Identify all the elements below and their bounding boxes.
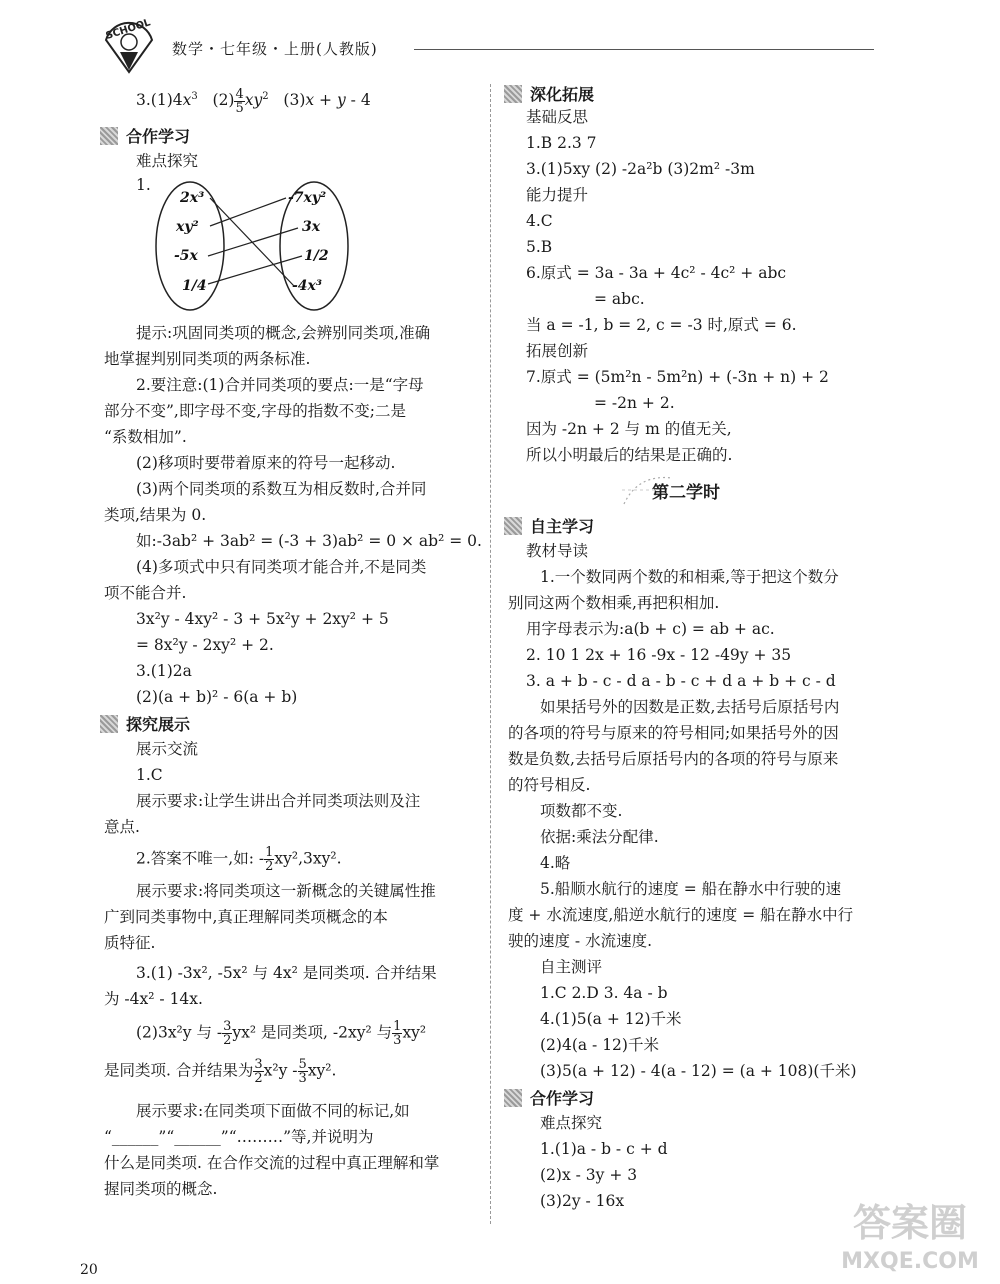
watermark-logo (830, 1192, 990, 1278)
right-item-2: 3x (302, 219, 321, 235)
s3-para-6: 依据:乘法分配律. (540, 828, 659, 846)
answer-r7-line-1: 7.原式 = (5m²n - 5m²n) + (-3n + n) + 2 (526, 368, 829, 386)
answer-r4: 4.C (526, 212, 553, 230)
answer-3-line-1: 3.(1) -3x², -5x² 与 4x² 是同类项. 合并结果 (136, 964, 437, 982)
subheading-nengli: 能力提升 (526, 186, 589, 204)
hint-line-1: 提示:巩固同类项的概念,会辨别同类项,准确 (136, 324, 431, 342)
s3-para-2: 的各项的符号与原来的符号相同;如果括号外的因 (508, 724, 839, 742)
point-2-line-7: (4)多项式中只有同类项才能合并,不是同类 (136, 558, 427, 576)
right-item-4: -4x³ (292, 278, 323, 294)
requirement-1-line-2: 意点. (104, 818, 140, 836)
answer-r3: 3.(1)5xy (2) -2a²b (3)2m² -3m (526, 160, 755, 178)
t1-line: 1.C 2.D 3. 4a - b (540, 984, 668, 1002)
question-1-label: 1. (136, 176, 151, 194)
s3-para-4: 的符号相反. (508, 776, 591, 794)
answer-r7-line-4: 所以小明最后的结果是正确的. (526, 446, 733, 464)
s1-line-2: 别同这两个数相乘,再把积相加. (508, 594, 720, 612)
s5-line-1: 5.船顺水航行的速度 = 船在静水中行驶的速 (540, 880, 842, 898)
t4-line-3: (3)5(a + 12) - 4(a - 12) = (a + 108)(千米) (540, 1062, 857, 1080)
subheading-nandian-2: 难点探究 (540, 1114, 603, 1132)
u3-line: (3)2y - 16x (540, 1192, 625, 1210)
hint-line-2: 地掌握判别同类项的两条标准. (104, 350, 311, 368)
point-2-line-3: “系数相加”. (104, 428, 187, 446)
s1-line-3: 用字母表示为:a(b + c) = ab + ac. (526, 620, 775, 638)
answer-1c: 1.C (136, 766, 163, 784)
u1-line: 1.(1)a - b - c + d (540, 1140, 668, 1158)
requirement-2-line-1: 展示要求:将同类项这一新概念的关键属性推 (136, 882, 436, 900)
answer-r1: 1.B 2.3 7 (526, 134, 597, 152)
section-icon (504, 85, 522, 103)
page-number: 20 (80, 1262, 98, 1278)
answer-3-2: (2)(a + b)² - 6(a + b) (136, 688, 298, 706)
left-item-2: xy² (176, 219, 199, 235)
subheading-tuozhan: 拓展创新 (526, 342, 589, 360)
watermark-line-1: 答案圈 (852, 1201, 968, 1245)
t4-line-1: 4.(1)5(a + 12)千米 (540, 1010, 682, 1028)
answer-r5: 5.B (526, 238, 553, 256)
watermark-line-2: MXQE.COM (841, 1249, 979, 1274)
s3-para-1: 如果括号外的因数是正数,去括号后原括号内 (540, 698, 840, 716)
point-2-line-8: 项不能合并. (104, 584, 187, 602)
requirement-3-line-3: 什么是同类项. 在合作交流的过程中真正理解和掌 (104, 1154, 440, 1172)
section-icon (100, 127, 118, 145)
answer-3-line-3: (2)3x²y 与 - $\frac{3}{2}$ yx² 是同类项, -2xy² 与 $\frac{1}{3}$ xy² (136, 1019, 427, 1048)
polynomial-line-1: 3x²y - 4xy² - 3 + 5x²y + 2xy² + 5 (136, 610, 389, 628)
page-header (98, 14, 878, 76)
right-item-1: -7xy² (288, 190, 327, 206)
section-hezuo-xuexi: 合作学习 (100, 124, 190, 150)
subheading-jichu: 基础反思 (526, 108, 589, 126)
header-rule (414, 49, 874, 50)
column-divider (490, 84, 491, 1224)
answer-3-line: $3.(1)4x^3$ (2) $\frac{4}{5}$ $xy^2$ (3)x + y - 4 (136, 86, 371, 116)
subheading-nandian: 难点探究 (136, 152, 199, 170)
answer-r6-line-1: 6.原式 = 3a - 3a + 4c² - 4c² + abc (526, 264, 787, 282)
requirement-3-line-2: “______”“______”“………”等,并说明为 (104, 1128, 374, 1146)
s4-line: 4.略 (540, 854, 571, 872)
polynomial-line-2: = 8x²y - 2xy² + 2. (136, 636, 274, 654)
left-item-1: 2x³ (180, 190, 205, 206)
s5-line-3: 驶的速度 - 水流速度. (508, 932, 653, 950)
requirement-3-line-4: 握同类项的概念. (104, 1180, 218, 1198)
answer-r6-line-2: = abc. (594, 290, 645, 308)
school-logo-icon (98, 14, 160, 76)
left-item-3: -5x (174, 248, 198, 264)
logo-text: SCHOOL (104, 17, 152, 43)
answer-3-line-4: 是同类项. 合并结果为 $\frac{3}{2}$ x²y - $\frac{5}{3}$ xy². (104, 1057, 337, 1086)
header-title: 数学・七年级・上册(人教版) (172, 40, 378, 58)
s3-line: 3. a + b - c - d a - b - c + d a + b + c - d (526, 672, 836, 690)
s2-line: 2. 10 1 2x + 16 -9x - 12 -49y + 35 (526, 646, 792, 664)
subheading-ceping: 自主测评 (540, 958, 603, 976)
right-item-3: 1/2 (304, 248, 329, 264)
point-2-line-4: (2)移项时要带着原来的符号一起移动. (136, 454, 396, 472)
requirement-2-line-3: 质特征. (104, 934, 156, 952)
section-hezuo-xuexi-2: 合作学习 (504, 1086, 594, 1112)
requirement-3-line-1: 展示要求:在同类项下面做不同的标记,如 (136, 1102, 410, 1120)
u2-line: (2)x - 3y + 3 (540, 1166, 638, 1184)
requirement-2-line-2: 广到同类事物中,真正理解同类项概念的本 (104, 908, 388, 926)
t4-line-2: (2)4(a - 12)千米 (540, 1036, 659, 1054)
lesson-title: 第二学时 (652, 483, 720, 503)
answer-3-1: 3.(1)2a (136, 662, 192, 680)
s3-para-3: 数是负数,去括号后原括号内的各项的符号与原来 (508, 750, 839, 768)
s1-line-1: 1.一个数同两个数的和相乘,等于把这个数分 (540, 568, 839, 586)
answer-3-line-2: 为 -4x² - 14x. (104, 990, 203, 1008)
example-equation: 如:-3ab² + 3ab² = (-3 + 3)ab² = 0 × ab² = 0. (136, 532, 482, 550)
s5-line-2: 度 + 水流速度,船逆水航行的速度 = 船在静水中行 (508, 906, 854, 924)
s3-para-5: 项数都不变. (540, 802, 623, 820)
section-icon (100, 715, 118, 733)
section-tanjiu-zhanshi: 探究展示 (100, 712, 190, 738)
answer-r7-line-2: = -2n + 2. (594, 394, 675, 412)
section-shenhua-tuozhan: 深化拓展 (504, 82, 594, 108)
section-zizhu-xuexi: 自主学习 (504, 514, 594, 540)
answer-r7-line-3: 因为 -2n + 2 与 m 的值无关, (526, 420, 732, 438)
left-item-4: 1/4 (182, 278, 207, 294)
answer-2-line: 2.答案不唯一,如: - $\frac{1}{2}$ xy²,3xy². (136, 845, 342, 874)
section-icon (504, 517, 522, 535)
matching-diagram (152, 178, 352, 314)
requirement-1-line-1: 展示要求:让学生讲出合并同类项法则及注 (136, 792, 421, 810)
subheading-zhanshi: 展示交流 (136, 740, 199, 758)
point-2-line-6: 类项,结果为 0. (104, 506, 207, 524)
point-2-line-1: 2.要注意:(1)合并同类项的要点:一是“字母 (136, 376, 424, 394)
subheading-jiaocai: 教材导读 (526, 542, 589, 560)
point-2-line-2: 部分不变”,即字母不变,字母的指数不变;二是 (104, 402, 407, 420)
section-icon (504, 1089, 522, 1107)
answer-r6-line-3: 当 a = -1, b = 2, c = -3 时,原式 = 6. (526, 316, 797, 334)
point-2-line-5: (3)两个同类项的系数互为相反数时,合并同 (136, 480, 427, 498)
